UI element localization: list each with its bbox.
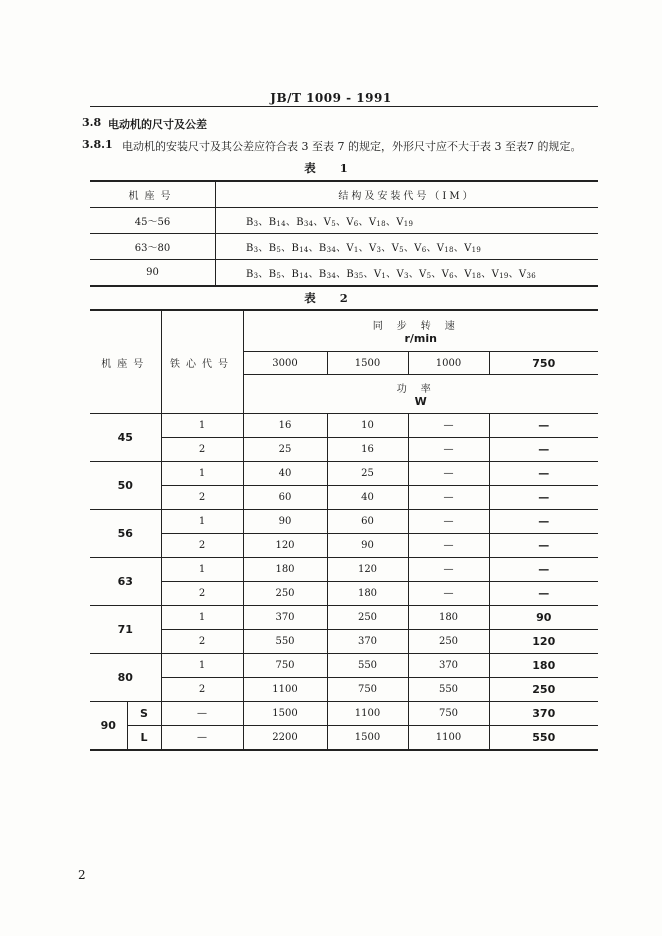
table2-power-header [243, 375, 598, 414]
table-row [90, 534, 598, 558]
frame-size-cell: 71 [90, 606, 161, 654]
power-cell: — [489, 582, 598, 606]
table2-header-row [90, 310, 598, 352]
table-row [90, 234, 598, 260]
core-code-cell: 2 [161, 438, 243, 462]
power-cell: — [408, 462, 489, 486]
power-cell: 1500 [327, 726, 408, 751]
table-row [90, 208, 598, 234]
frame-size-cell: 50 [90, 462, 161, 510]
speed-1500: 1500 [327, 352, 408, 375]
table1-header-frame: 机座号 [90, 181, 216, 208]
power-cell: 550 [408, 678, 489, 702]
power-cell: 750 [408, 702, 489, 726]
table-row [90, 726, 598, 751]
section-number: 3.8 [82, 116, 102, 129]
table-row [90, 462, 598, 486]
table2-title: 表 2 [304, 291, 358, 305]
core-code-cell: 1 [161, 510, 243, 534]
table-row [90, 260, 598, 287]
section-title: 电动机的尺寸及公差 [108, 118, 207, 131]
power-cell: 40 [243, 462, 327, 486]
speed-3000: 3000 [243, 352, 327, 375]
power-cell: 250 [408, 630, 489, 654]
speed-label: 同步转速 [372, 321, 469, 332]
power-cell: 550 [327, 654, 408, 678]
table-row [90, 702, 598, 726]
table-row [90, 438, 598, 462]
power-cell: 60 [243, 486, 327, 510]
table1-frame-cell: 90 [90, 260, 216, 287]
power-unit: W [414, 395, 427, 408]
table2-speed-header [243, 310, 598, 352]
power-cell: 120 [243, 534, 327, 558]
power-cell: 40 [327, 486, 408, 510]
speed-unit: r/min [404, 332, 437, 345]
core-code-cell: 1 [161, 606, 243, 630]
table2-header-core: 铁心代号 [161, 310, 243, 414]
core-code-cell: 1 [161, 462, 243, 486]
power-cell: 1100 [243, 678, 327, 702]
table-row [90, 414, 598, 438]
power-cell: — [408, 486, 489, 510]
power-cell: 250 [243, 582, 327, 606]
table-row [90, 678, 598, 702]
table1-title: 表 1 [304, 161, 358, 175]
power-cell: 550 [243, 630, 327, 654]
core-code-cell: 1 [161, 414, 243, 438]
power-cell: — [489, 462, 598, 486]
table1-codes-cell: $B_3$、$B_{14}$、$B_{34}$、$V_5$、$V_6$、$V_{18}$、$V_{19}$ [216, 208, 599, 234]
core-code-cell: 2 [161, 678, 243, 702]
speed-1000: 1000 [408, 352, 489, 375]
table-row [90, 606, 598, 630]
power-cell: 750 [327, 678, 408, 702]
frame-size-cell: 56 [90, 510, 161, 558]
power-cell: 370 [408, 654, 489, 678]
power-cell: — [489, 486, 598, 510]
table-1 [90, 180, 598, 287]
speed-750: 750 [489, 352, 598, 375]
power-cell: 90 [243, 510, 327, 534]
power-cell: 1500 [243, 702, 327, 726]
power-cell: 120 [489, 630, 598, 654]
power-cell: — [489, 414, 598, 438]
table-row [90, 630, 598, 654]
table1-frame-cell: 63～80 [90, 234, 216, 260]
power-cell: 250 [489, 678, 598, 702]
table1-header-row [90, 181, 598, 208]
table1-frame-cell: 45～56 [90, 208, 216, 234]
power-cell: 750 [243, 654, 327, 678]
table-row [90, 654, 598, 678]
power-cell: 25 [243, 438, 327, 462]
power-cell: 120 [327, 558, 408, 582]
power-cell: 180 [327, 582, 408, 606]
subsection-text: 电动机的安装尺寸及其公差应符合表 3 至表 7 的规定，外形尺寸应不大于表 3 至表7 的规定。 [122, 140, 582, 153]
power-cell: 180 [243, 558, 327, 582]
core-code-cell: — [161, 726, 243, 751]
core-code-cell: — [161, 702, 243, 726]
table1-header-im: 结构及安装代号（IM） [216, 181, 599, 208]
frame-length-code-cell: L [127, 726, 161, 751]
power-cell: 16 [327, 438, 408, 462]
power-cell: — [408, 510, 489, 534]
power-cell: 1100 [327, 702, 408, 726]
frame-size-cell: 45 [90, 414, 161, 462]
power-cell: — [489, 510, 598, 534]
power-cell: 60 [327, 510, 408, 534]
table1-codes-cell: $B_3$、$B_5$、$B_{14}$、$B_{34}$、$B_{35}$、$V_1$、$V_3$、$V_5$、$V_6$、$V_{18}$、$V_{19}$、$V_{36}$ [246, 269, 536, 280]
power-cell: 550 [489, 726, 598, 751]
power-cell: 25 [327, 462, 408, 486]
table1-codes-cell: $B_3$、$B_5$、$B_{14}$、$B_{34}$、$V_1$、$V_3$、$V_5$、$V_6$、$V_{18}$、$V_{19}$ [216, 234, 599, 260]
table-2 [90, 309, 598, 751]
core-code-cell: 2 [161, 630, 243, 654]
subsection-number: 3.8.1 [82, 138, 113, 151]
core-code-cell: 2 [161, 486, 243, 510]
core-code-cell: 2 [161, 534, 243, 558]
power-cell: 370 [489, 702, 598, 726]
frame-size-cell: 90 [90, 702, 127, 751]
power-cell: 2200 [243, 726, 327, 751]
power-cell: — [408, 414, 489, 438]
core-code-cell: 1 [161, 558, 243, 582]
page-number: 2 [78, 868, 86, 882]
power-cell: 370 [243, 606, 327, 630]
frame-length-code-cell: S [127, 702, 161, 726]
power-cell: — [408, 534, 489, 558]
power-cell: 16 [243, 414, 327, 438]
header-rule [90, 106, 598, 107]
power-cell: 90 [489, 606, 598, 630]
power-cell: 90 [327, 534, 408, 558]
document-header: JB/T 1009 - 1991 [270, 91, 392, 105]
power-cell: — [489, 438, 598, 462]
power-cell: — [408, 582, 489, 606]
core-code-cell: 2 [161, 582, 243, 606]
power-cell: 250 [327, 606, 408, 630]
power-cell: — [489, 558, 598, 582]
table2-header-frame: 机座号 [90, 310, 161, 414]
power-cell: — [489, 534, 598, 558]
frame-size-cell: 80 [90, 654, 161, 702]
core-code-cell: 1 [161, 654, 243, 678]
power-cell: 10 [327, 414, 408, 438]
table-row [90, 510, 598, 534]
power-label: 功率 [396, 384, 445, 395]
power-cell: — [408, 438, 489, 462]
table-row [90, 486, 598, 510]
table-row [90, 582, 598, 606]
power-cell: 180 [489, 654, 598, 678]
power-cell: — [408, 558, 489, 582]
power-cell: 180 [408, 606, 489, 630]
power-cell: 370 [327, 630, 408, 654]
table-row [90, 558, 598, 582]
frame-size-cell: 63 [90, 558, 161, 606]
power-cell: 1100 [408, 726, 489, 751]
